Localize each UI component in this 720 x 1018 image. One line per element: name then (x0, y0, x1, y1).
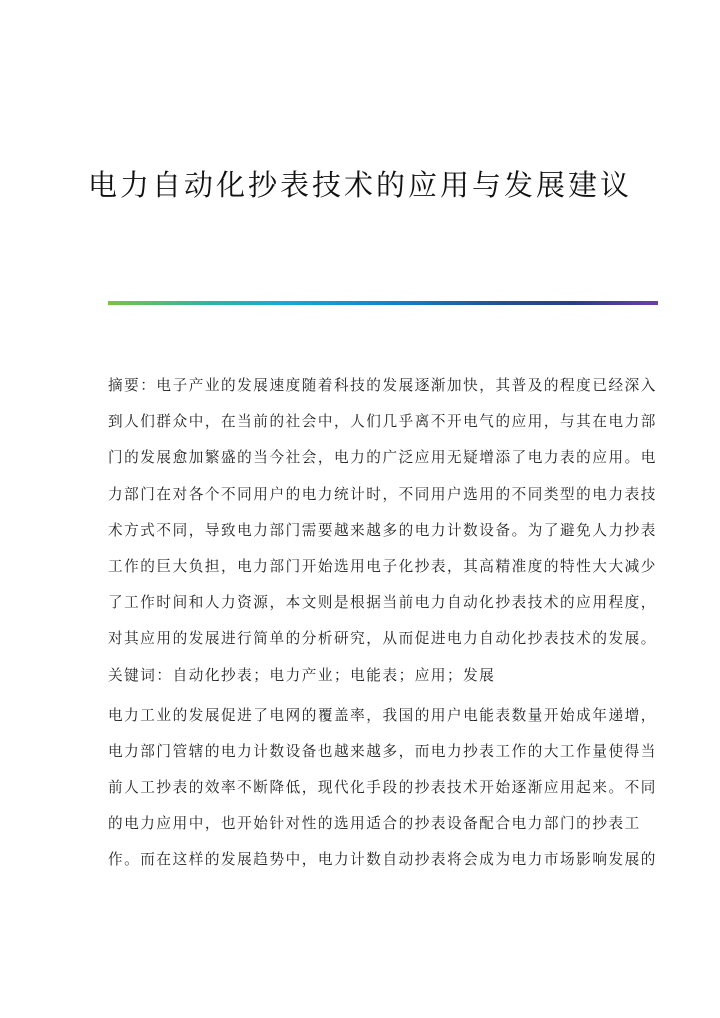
abstract-line: 门的发展愈加繁盛的当今社会，电力的广泛应用无疑增添了电力表的应用。电 (108, 449, 657, 467)
abstract (108, 368, 657, 658)
abstract-line: 工作的巨大负担，电力部门开始选用电子化抄表，其高精准度的特性大大减少 (108, 557, 657, 575)
abstract-line: 力部门在对各个不同用户的电力统计时，不同用户选用的不同类型的电力表技 (108, 485, 657, 503)
abstract-line: 摘要：电子产业的发展速度随着科技的发展逐渐加快，其普及的程度已经深入 (108, 377, 657, 394)
document-body (108, 368, 657, 879)
body-line: 的电力应用中，也开始针对性的选用适合的抄表设备配合电力部门的抄表工 (108, 815, 641, 833)
body-paragraph (108, 698, 657, 879)
abstract-line: 对其应用的发展进行简单的分析研究，从而促进电力自动化抄表技术的发展。 (108, 630, 657, 648)
abstract-line: 了工作时间和人力资源，本文则是根据当前电力自动化抄表技术的应用程度， (108, 594, 657, 612)
gradient-divider (108, 301, 658, 305)
abstract-line: 术方式不同，导致电力部门需要越来越多的电力计数设备。为了避免人力抄表 (108, 521, 657, 539)
body-line: 前人工抄表的效率不断降低，现代化手段的抄表技术开始逐渐应用起来。不同 (108, 779, 657, 797)
abstract-line: 到人们群众中，在当前的社会中，人们几乎离不开电气的应用，与其在电力部 (108, 413, 657, 431)
body-line: 电力工业的发展促进了电网的覆盖率，我国的用户电能表数量开始成年递增， (108, 706, 657, 724)
body-line: 电力部门管辖的电力计数设备也越来越多，而电力抄表工作的大工作量使得当 (108, 742, 657, 760)
keywords: 关键词：自动化抄表；电力产业；电能表；应用；发展 (108, 666, 496, 684)
body-line: 作。而在这样的发展趋势中，电力计数自动抄表将会成为电力市场影响发展的 (108, 851, 657, 869)
document-title: 电力自动化抄表技术的应用与发展建议 (87, 168, 632, 202)
